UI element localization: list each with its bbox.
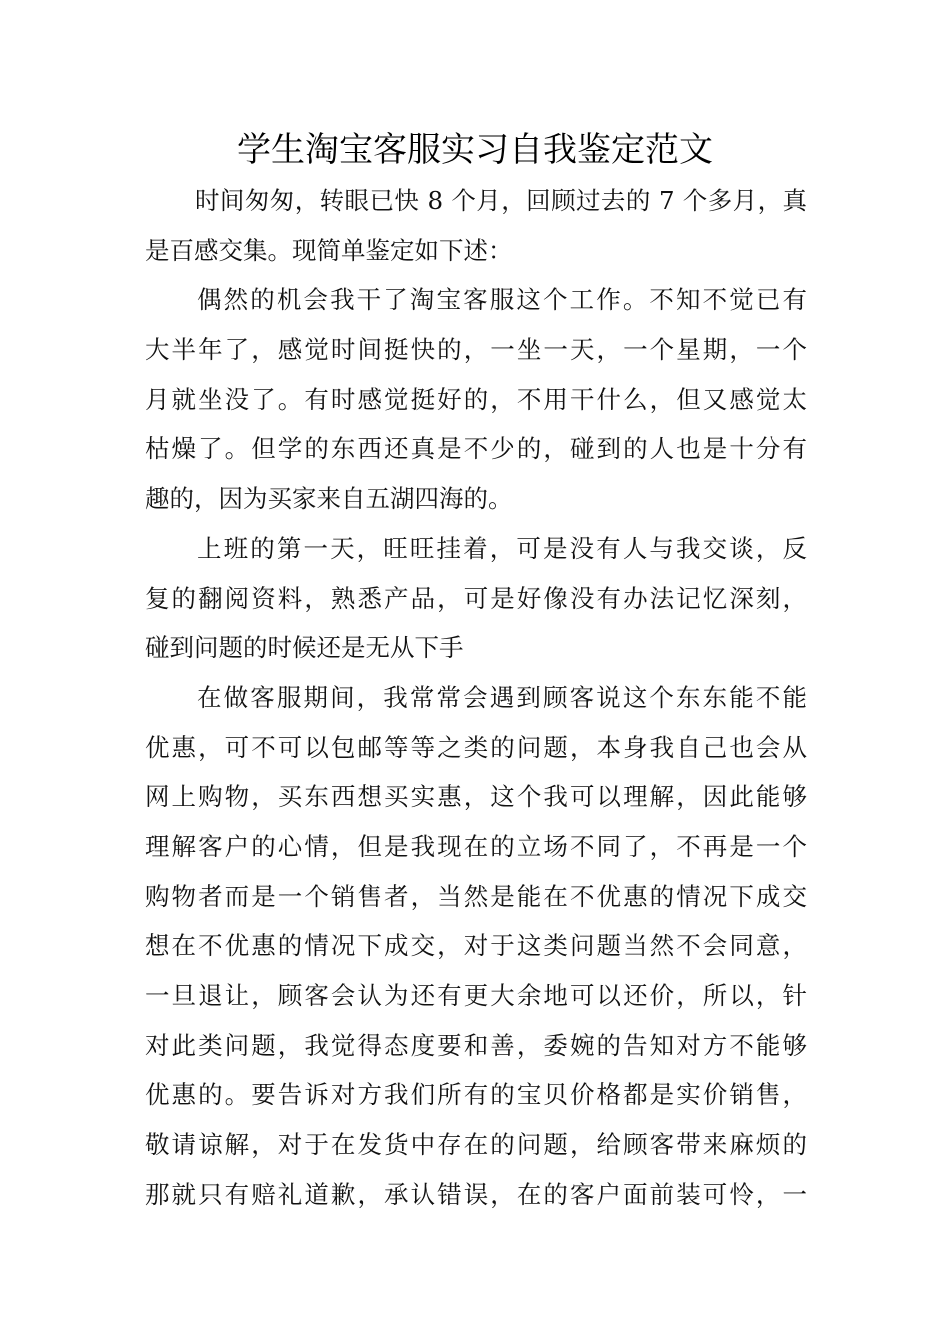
paragraph-3 bbox=[145, 524, 807, 673]
text-line: 那就只有赔礼道歉，承认错误，在的客户面前装可怜，一 bbox=[145, 1179, 807, 1209]
text-line: 购物者而是一个销售者，当然是能在不优惠的情况下成交 bbox=[145, 881, 807, 911]
text-line: 大半年了，感觉时间挺快的，一坐一天，一个星期，一个 bbox=[145, 335, 807, 365]
text-line: 复的翻阅资料，熟悉产品，可是好像没有办法记忆深刻， bbox=[145, 583, 807, 613]
document-title: 学生淘宝客服实习自我鉴定范文 bbox=[237, 130, 713, 170]
text-line: 时间匆匆，转眼已快 8 个月，回顾过去的 7 个多月，真 bbox=[195, 186, 807, 215]
text-line: 一旦退让，顾客会认为还有更大余地可以还价，所以，针 bbox=[145, 981, 807, 1010]
paragraph-4 bbox=[145, 673, 807, 1220]
text-line: 上班的第一天，旺旺挂着，可是没有人与我交谈，反 bbox=[197, 533, 807, 563]
text-line: 碰到问题的时候还是无从下手 bbox=[145, 633, 464, 663]
text-line: 趣的，因为买家来自五湖四海的。 bbox=[145, 484, 513, 514]
paragraph-1 bbox=[145, 176, 807, 275]
text-line: 理解客户的心情，但是我现在的立场不同了，不再是一个 bbox=[145, 831, 807, 861]
text-line: 网上购物，买东西想买实惠，这个我可以理解，因此能够 bbox=[145, 782, 807, 812]
text-line: 是百感交集。现简单鉴定如下述： bbox=[145, 235, 513, 265]
text-line: 在做客服期间，我常常会遇到顾客说这个东东能不能 bbox=[197, 682, 807, 712]
text-line: 敬请谅解，对于在发货中存在的问题，给顾客带来麻烦的 bbox=[145, 1130, 807, 1160]
paragraph-2 bbox=[145, 275, 807, 523]
text-line: 偶然的机会我干了淘宝客服这个工作。不知不觉已有 bbox=[197, 285, 807, 315]
text-line: 优惠，可不可以包邮等等之类的问题，本身我自己也会从 bbox=[145, 732, 807, 762]
text-line: 对此类问题，我觉得态度要和善，委婉的告知对方不能够 bbox=[145, 1030, 807, 1060]
text-line: 优惠的。要告诉对方我们所有的宝贝价格都是实价销售， bbox=[145, 1080, 807, 1110]
document-body bbox=[145, 176, 807, 1219]
text-line: 枯燥了。但学的东西还真是不少的，碰到的人也是十分有 bbox=[145, 434, 807, 464]
text-line: 想在不优惠的情况下成交，对于这类问题当然不会同意， bbox=[145, 931, 807, 961]
text-line: 月就坐没了。有时感觉挺好的，不用干什么，但又感觉太 bbox=[145, 384, 807, 414]
